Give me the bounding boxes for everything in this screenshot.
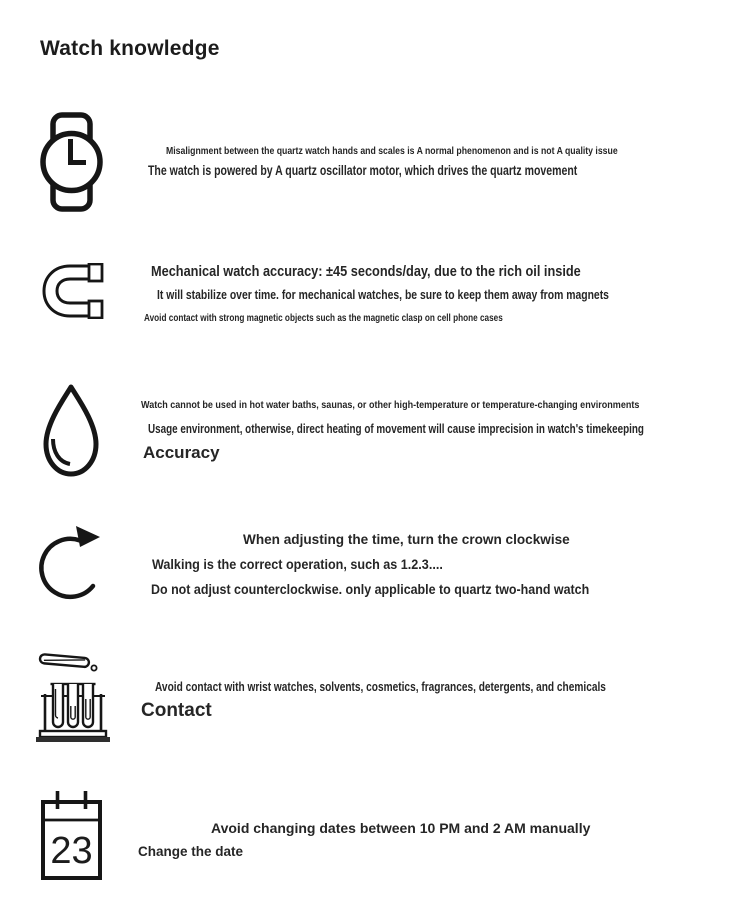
walking-operation-line: Walking is the correct operation, such as 1.2.3.... (152, 556, 443, 572)
chemical-avoid-line: Avoid contact with wrist watches, solvents, cosmetics, fragrances, detergents, and chemicals (155, 680, 606, 694)
usage-environment-line: Usage environment, otherwise, direct heating of movement will cause imprecision in watch's timekeeping (148, 421, 644, 436)
magnet-accuracy-headline: Mechanical watch accuracy: ±45 seconds/day, due to the rich oil inside (151, 263, 581, 280)
quartz-movement-line: The watch is powered by A quartz oscillator motor, which drives the quartz movement (148, 163, 578, 178)
magnet-icon-svg (42, 263, 106, 319)
water-drop-icon (38, 383, 104, 480)
accuracy-heading: Accuracy (143, 443, 220, 462)
change-the-date-line: Change the date (138, 844, 244, 859)
test-tubes-icon-svg (32, 644, 114, 746)
calendar-icon-svg (40, 788, 103, 885)
rotate-clockwise-icon (36, 522, 108, 608)
rotate-clockwise-icon-svg (36, 522, 108, 608)
quartz-misalignment-note: Misalignment between the quartz watch hands and scales is A normal phenomenon and is not A quality issue (166, 146, 618, 157)
magnet-icon (42, 263, 106, 319)
wrist-watch-icon-svg (38, 112, 105, 212)
wrist-watch-icon (38, 112, 105, 212)
magnet-stabilize-line: It will stabilize over time. for mechanical watches, be sure to keep them away from magnets (157, 287, 609, 302)
magnet-avoid-contact-note: Avoid contact with strong magnetic objects such as the magnetic clasp on cell phone cases (144, 313, 503, 324)
contact-heading: Contact (141, 700, 212, 721)
date-change-warning-line: Avoid changing dates between 10 PM and 2 AM manually (211, 820, 591, 836)
crown-clockwise-line: When adjusting the time, turn the crown clockwise (243, 531, 570, 547)
temperature-warning-note: Watch cannot be used in hot water baths, saunas, or other high-temperature or temperature-changing environments (141, 399, 640, 411)
calendar-day-number: 23 (50, 830, 93, 872)
water-drop-icon-svg (38, 383, 104, 480)
calendar-icon (40, 788, 103, 885)
test-tubes-icon (32, 644, 114, 746)
page-title: Watch knowledge (40, 37, 220, 60)
counterclockwise-warning-line: Do not adjust counterclockwise. only applicable to quartz two-hand watch (151, 581, 590, 597)
